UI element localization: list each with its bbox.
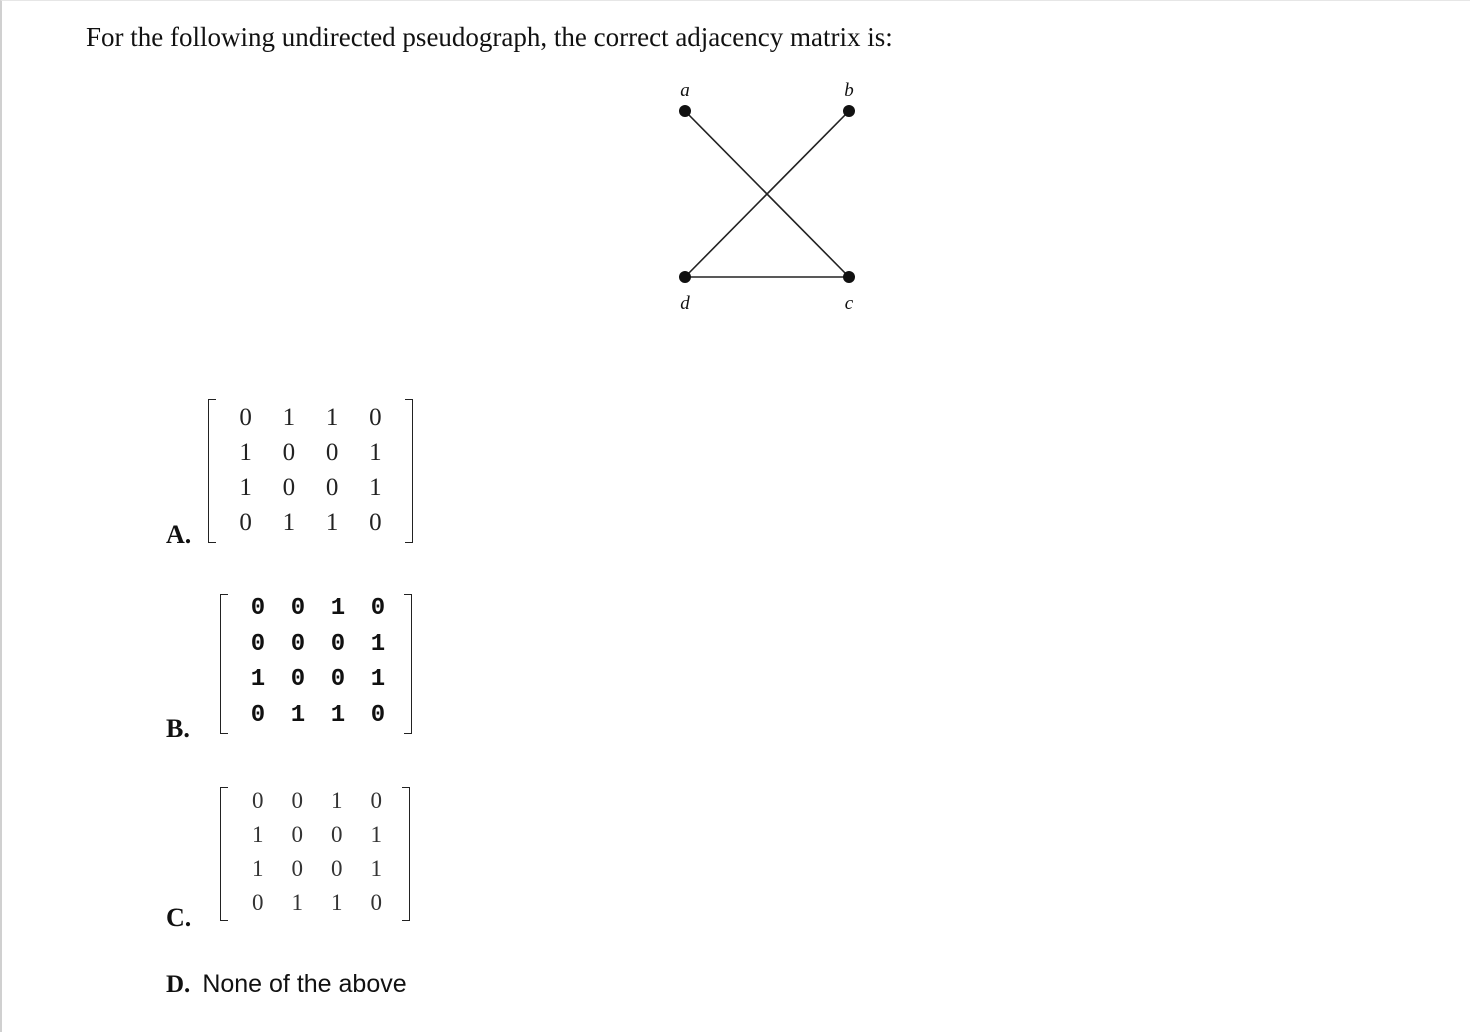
bracket-right: [402, 787, 410, 921]
matrix-cell-r4-c4: 0: [370, 890, 382, 915]
bracket-left: [220, 594, 228, 734]
matrix-cell-r3-c2: 0: [290, 666, 306, 693]
matrix-cell-r1-c3: 1: [331, 788, 343, 813]
matrix-cell-r1-c4: 0: [369, 404, 382, 431]
bracket-left: [220, 787, 228, 921]
matrix-grid: [224, 401, 397, 541]
pseudograph-diagram: [660, 72, 880, 322]
matrix-cell-r4-c2: 1: [291, 890, 303, 915]
vertex-c: [843, 271, 855, 283]
matrix-cell-r3-c2: 0: [291, 856, 303, 881]
matrix-cell-r1-c2: 1: [282, 404, 296, 431]
matrix-cell-r2-c4: 1: [370, 822, 382, 847]
matrix-cell-r2-c2: 0: [291, 822, 303, 847]
vertex-d: [679, 271, 691, 283]
option-a-matrix[interactable]: [208, 399, 413, 543]
matrix-cell-r4-c1: 0: [250, 701, 266, 729]
option-c-matrix[interactable]: [220, 787, 410, 921]
matrix-grid: [238, 785, 396, 921]
matrix-cell-r2-c3: 0: [325, 439, 339, 466]
matrix-cell-r4-c4: 0: [370, 701, 386, 729]
matrix-cell-r1-c1: 0: [252, 788, 264, 813]
matrix-cell-r4-c3: 1: [331, 890, 343, 915]
matrix-cell-r1-c2: 0: [290, 595, 306, 622]
matrix-cell-r4-c2: 1: [290, 701, 306, 729]
matrix-cell-r3-c4: 1: [370, 856, 382, 881]
matrix-cell-r2-c1: 1: [252, 822, 264, 847]
matrix-cell-r2-c2: 0: [290, 630, 306, 658]
option-a-label[interactable]: A.: [166, 520, 192, 549]
matrix-cell-r2-c4: 1: [370, 630, 386, 658]
matrix-cell-r1-c1: 0: [250, 595, 266, 622]
matrix-cell-r2-c1: 0: [250, 630, 266, 658]
matrix-cell-r1-c3: 1: [325, 404, 339, 431]
bracket-right: [405, 399, 413, 543]
matrix-cell-r3-c2: 0: [282, 474, 296, 501]
bracket-left: [208, 399, 216, 543]
option-d-label: D.: [166, 971, 191, 998]
matrix-cell-r3-c4: 1: [369, 474, 382, 501]
matrix-cell-r3-c4: 1: [370, 666, 386, 693]
matrix-cell-r4-c4: 0: [369, 509, 382, 536]
option-d[interactable]: [166, 970, 407, 999]
option-c-label[interactable]: C.: [166, 903, 192, 932]
matrix-cell-r4-c3: 1: [330, 701, 346, 729]
option-d-text: None of the above: [202, 970, 407, 998]
matrix-cell-r1-c4: 0: [370, 595, 386, 622]
matrix-cell-r4-c3: 1: [325, 509, 339, 536]
matrix-cell-r1-c1: 0: [239, 404, 252, 431]
matrix-cell-r1-c3: 1: [330, 595, 346, 622]
question-text: For the following undirected pseudograph, the correct adjacency matrix is:: [86, 22, 893, 52]
vertex-label-a: a: [680, 80, 690, 101]
vertex-label-d: d: [680, 293, 690, 314]
vertex-label-b: b: [844, 80, 854, 101]
matrix-cell-r3-c3: 0: [330, 666, 346, 693]
matrix-cell-r1-c4: 0: [370, 788, 382, 813]
matrix-cell-r4-c2: 1: [282, 509, 296, 536]
matrix-cell-r2-c4: 1: [369, 439, 382, 466]
vertex-b: [843, 105, 855, 117]
matrix-grid: [238, 592, 398, 734]
matrix-cell-r1-c2: 0: [291, 788, 303, 813]
option-b-matrix[interactable]: [220, 594, 412, 734]
matrix-cell-r4-c1: 0: [239, 509, 252, 536]
matrix-cell-r3-c3: 0: [325, 474, 339, 501]
matrix-cell-r3-c1: 1: [250, 666, 266, 693]
matrix-cell-r2-c3: 0: [330, 630, 346, 658]
matrix-cell-r3-c1: 1: [239, 474, 252, 501]
matrix-cell-r3-c3: 0: [331, 856, 343, 881]
matrix-cell-r2-c3: 0: [331, 822, 343, 847]
bracket-right: [404, 594, 412, 734]
vertex-label-c: c: [844, 293, 854, 314]
vertex-a: [679, 105, 691, 117]
matrix-cell-r3-c1: 1: [252, 856, 264, 881]
option-b-label[interactable]: B.: [166, 714, 190, 743]
matrix-cell-r2-c1: 1: [239, 439, 252, 466]
matrix-cell-r4-c1: 0: [252, 890, 264, 915]
matrix-cell-r2-c2: 0: [282, 439, 296, 466]
